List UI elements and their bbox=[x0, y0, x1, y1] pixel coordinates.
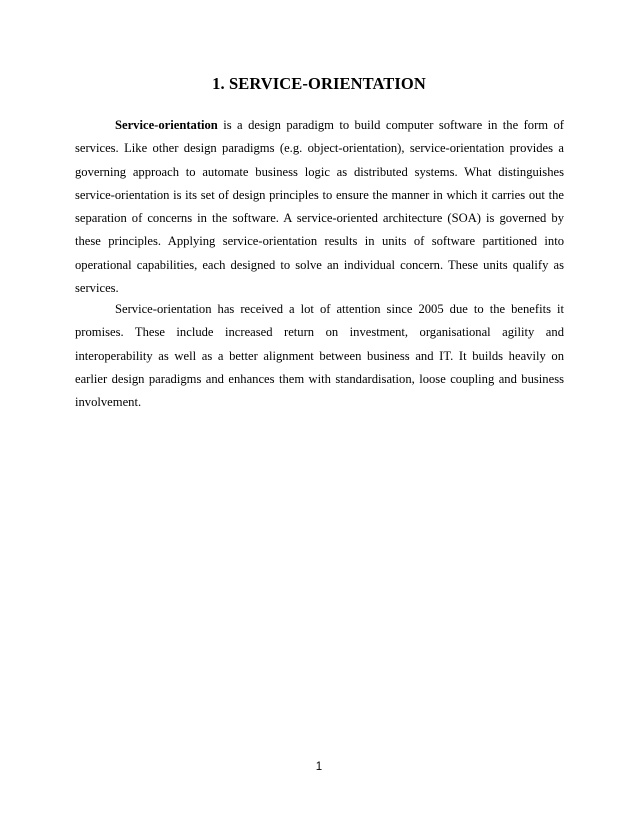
paragraph-2-text: Service-orientation has received a lot of attention since 2005 due to the benefits it promises. These include increased return on investment, organisational agility and interoperability as well as a better alignment between business and IT. It builds heavily on earlier design paradigms and enhances them with standardisation, loose coupling and business involvement. bbox=[75, 302, 564, 410]
paragraph-1 bbox=[75, 114, 564, 300]
paragraph-2 bbox=[75, 298, 564, 414]
paragraph-1-lead-term: Service-orientation bbox=[115, 118, 218, 132]
page-number: 1 bbox=[315, 761, 323, 773]
section-heading: 1. SERVICE-ORIENTATION bbox=[212, 74, 426, 93]
paragraph-1-text: is a design paradigm to build computer software in the form of services. Like other design paradigms (e.g. object-orientation), service-orientation provides a governing approach to automate business logic as distributed systems. What distinguishes service-orientation is its set of design principles to ensure the manner in which it carries out the separation of concerns in the software. A service-oriented architecture (SOA) is governed by these principles. Applying service-orientation results in units of software partitioned into operational capabilities, each designed to solve an individual concern. These units qualify as services. bbox=[75, 118, 564, 296]
